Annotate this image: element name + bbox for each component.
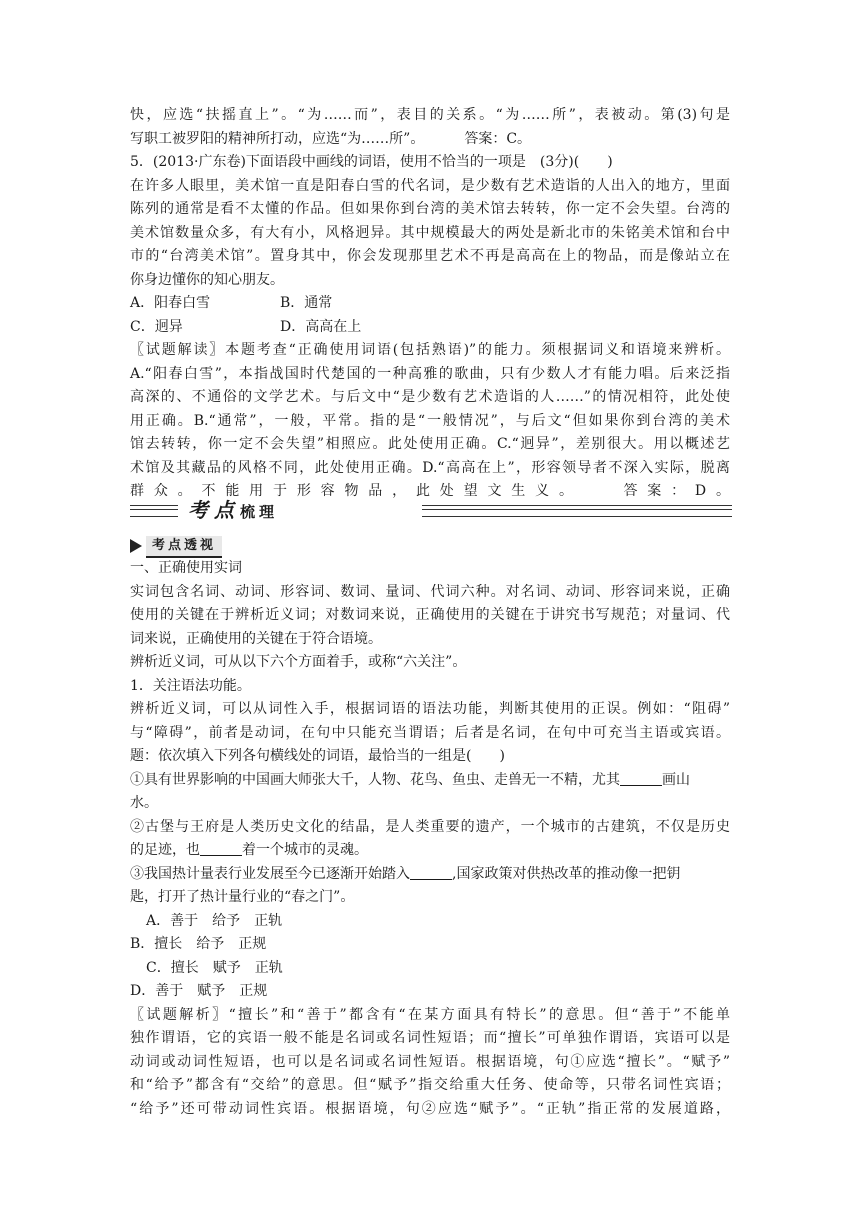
- text-line: 快，应选“扶摇直上”。“为……而”，表目的关系。“为……所”，表被动。第(3)句是: [130, 107, 730, 123]
- choice-d: D．善于 赋予 正规: [130, 983, 268, 999]
- sentence-2: ②古堡与王府是人类历史文化的结晶，是人类重要的遗产，一个城市的古建筑，不仅是历史: [130, 818, 730, 835]
- section-header: [130, 497, 732, 527]
- sentence-2-cont: 的足迹，也 着一个城市的灵魂。: [130, 842, 368, 858]
- analysis-line: 群众。不能用于形容物品，此处望文生义。 答案：D。: [130, 483, 730, 499]
- question-heading: 5．(2013·广东卷)下面语段中画线的词语，使用不恰当的一项是 (3分)( ): [130, 154, 613, 170]
- analysis-line: 馆去转转，你一定不会失望”相照应。此处使用正确。C.“迥异”，差别很大。用以概述艺: [130, 436, 730, 452]
- sentence-1: ①具有世界影响的中国画大师张大千，人物、花鸟、鱼虫、走兽无一不精，尤其 画山: [130, 771, 690, 788]
- arrow-icon: [130, 539, 142, 553]
- analysis-line: A.“阳春白雪”，本指战国时代楚国的一种高雅的歌曲，只有少数人才有能力唱。后来泛指: [130, 365, 730, 382]
- analysis-line: 高深的、不通俗的文学艺术。与后文中“是少数有艺术造诣的人……”的情况相符，此处使: [130, 389, 730, 405]
- header-rule-right: [422, 505, 732, 517]
- analysis-line: 〖试题解读〗本题考查“正确使用词语(包括熟语)”的能力。须根据词义和语境来辨析。: [130, 342, 730, 358]
- answer-text: 答案：C。: [464, 130, 532, 147]
- header-rule-left: [130, 505, 178, 517]
- text-line: 写职工被罗阳的精神所打动，应选“为……所”。 答案：C。: [130, 130, 532, 147]
- section-title: 考点梳理: [188, 498, 279, 522]
- option-c: C．迥异: [130, 318, 183, 335]
- fill-blank: [620, 771, 662, 786]
- analysis-line: 〖试题解析〗“擅长”和“善于”都含有“在某方面具有特长”的意思。但“善于”不能单: [130, 1006, 730, 1023]
- choice-b: B．擅长 给予 正规: [130, 936, 267, 952]
- passage-line: 市的“台湾美术馆”。置身其中，你会发现那里艺术不再是高高在上的物品，而是像站立在: [130, 248, 730, 264]
- analysis-line: 独作谓语，它的宾语一般不能是名词或名词性短语；而“擅长”可单独作谓语，宾语可以是: [130, 1030, 730, 1046]
- text-line: 词来说，正确使用的关键在于符合语境。: [130, 630, 382, 647]
- analysis-line: 动词或动词性短语，也可以是名词或名词性短语。根据语境，句①应选“擅长”。“赋予”: [130, 1053, 730, 1070]
- text-line: 辨析近义词，可以从词性入手，根据词语的语法功能，判断其使用的正误。例如：“阻碍”: [130, 701, 730, 717]
- option-b: B．通常: [280, 295, 333, 311]
- analysis-line: 术馆及其藏品的风格不同，此处使用正确。D.“高高在上”，形容领导者不深入实际，脱离: [130, 459, 730, 476]
- analysis-line: “给予”还可带动词性宾语。根据语境，句②应选“赋予”。“正轨”指正常的发展道路，: [130, 1100, 730, 1117]
- sub-section-label: 考点透视: [130, 536, 230, 556]
- text-line: 辨析近义词，可从以下六个方面着手，或称“六关注”。: [130, 654, 467, 670]
- choice-a: A．善于 给予 正轨: [146, 912, 283, 929]
- option-a: A．阳春白雪: [130, 295, 211, 311]
- text-line: 一、正确使用实词: [130, 560, 242, 576]
- text-line: 使用的关键在于辨析近义词；对数词来说，正确使用的关键在于讲究书写规范；对量词、代: [130, 607, 730, 623]
- option-d: D．高高在上: [280, 318, 362, 335]
- fill-blank: [200, 841, 242, 856]
- question-5: [130, 151, 730, 504]
- body-content: [130, 557, 730, 1121]
- passage-line: 你身边懂你的知心朋友。: [130, 271, 284, 288]
- passage-line: 陈列的通常是看不太懂的作品。但如果你到台湾的美术馆去转转，你一定不会失望。台湾的: [130, 201, 730, 217]
- fill-blank: [410, 865, 452, 880]
- analysis-line: 和“给予”都含有“交给”的意思。但“赋予”指交给重大任务、使命等，只带名词性宾语；: [130, 1077, 730, 1093]
- option-row: [130, 292, 730, 316]
- sentence-1-cont: 水。: [130, 795, 158, 811]
- sentence-3-cont: 匙，打开了热计量行业的“春之门”。: [130, 889, 355, 905]
- option-row: [130, 316, 730, 340]
- analysis-line: 用正确。B.“通常”，一般，平常。指的是“一般情况”，与后文“但如果你到台湾的美术: [130, 412, 730, 429]
- text-line: 实词包含名词、动词、形容词、数词、量词、代词六种。对名词、动词、形容词来说，正确: [130, 583, 730, 600]
- task-line: 题：依次填入下列各句横线处的词语，最恰当的一组是( ): [130, 748, 505, 764]
- sentence-3: ③我国热计量表行业发展至今已逐渐开始踏入 ,国家政策对供热改革的推动像一把钥: [130, 865, 681, 882]
- passage-line: 美术馆数量众多，有大有小，风格迥异。其中规模最大的两处是新北市的朱铭美术馆和台中: [130, 224, 730, 241]
- text-line: 1．关注语法功能。: [130, 677, 251, 694]
- prev-question-tail: [130, 104, 730, 151]
- choice-c: C．擅长 赋予 正轨: [146, 959, 283, 976]
- passage-line: 在许多人眼里，美术馆一直是阳春白雪的代名词，是少数有艺术造诣的人出入的地方，里面: [130, 177, 730, 194]
- text-line: 与“障碍”，前者是动词，在句中只能充当谓语；后者是名词，在句中可充当主语或宾语。: [130, 724, 730, 741]
